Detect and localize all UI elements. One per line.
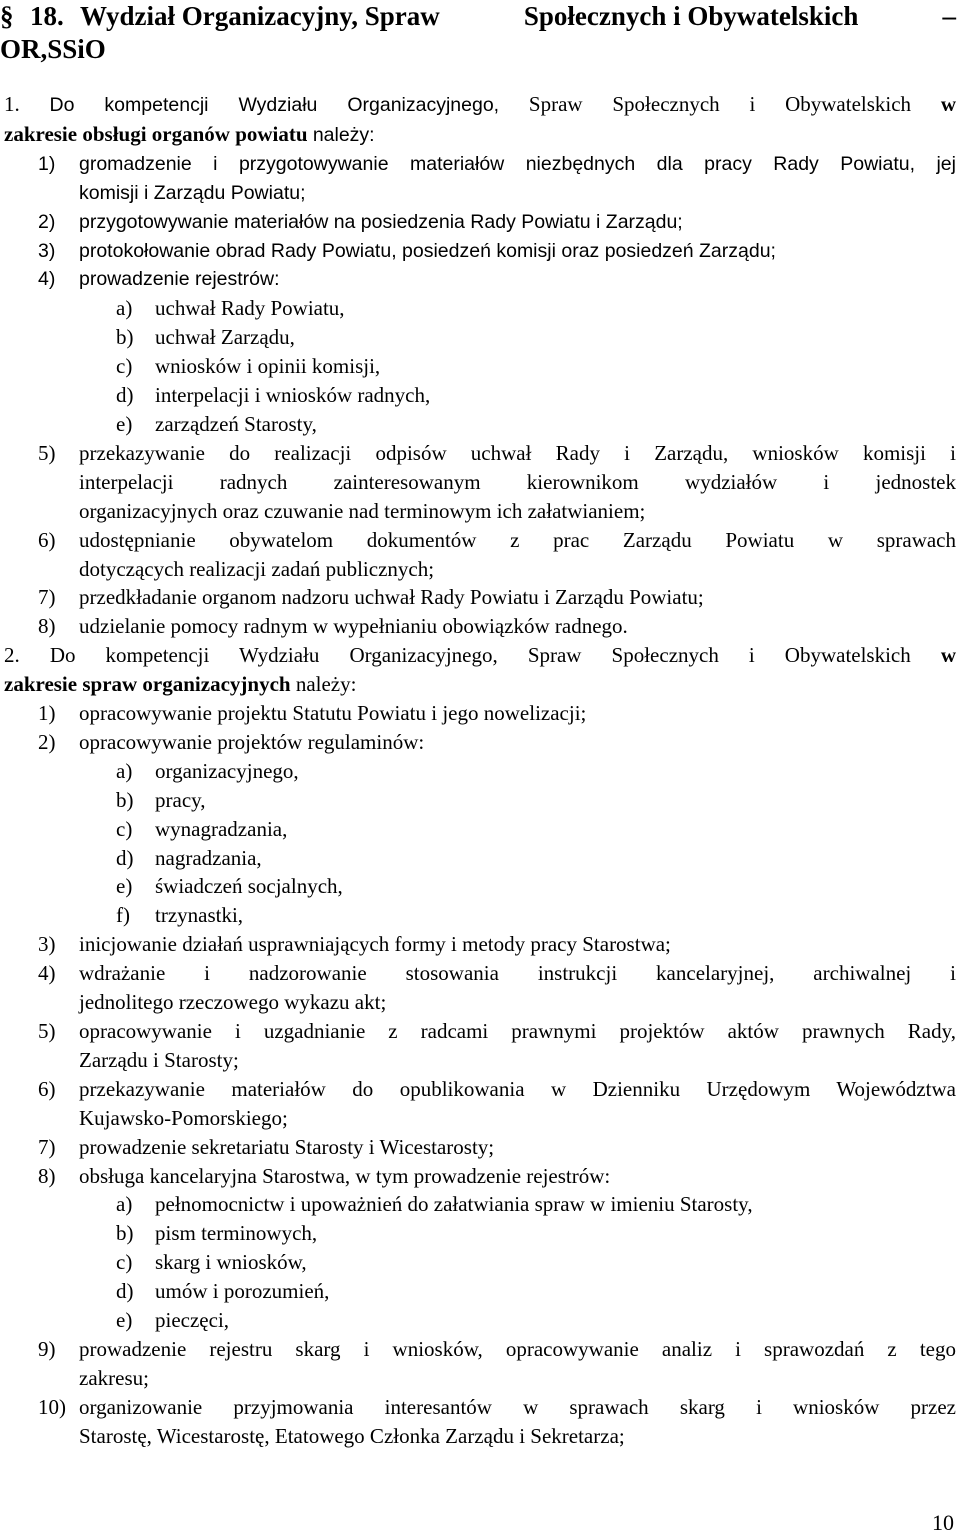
paragraph-1-items bbox=[4, 150, 956, 295]
sub-list-item-text: skarg i wniosków, bbox=[155, 1250, 307, 1275]
list-item bbox=[4, 699, 956, 728]
heading-dash: – bbox=[942, 1, 956, 31]
section-sign: § bbox=[0, 1, 14, 31]
paragraph-2-items-b bbox=[4, 930, 956, 1190]
sub-list-item bbox=[4, 1277, 956, 1306]
list-item-line: zakresu; bbox=[79, 1365, 149, 1390]
list-item bbox=[4, 583, 956, 612]
list-item bbox=[4, 439, 956, 526]
list-item-line: wdrażanie i nadzorowanie stosowania instrukcji kancelaryjnej, archiwalnej i bbox=[79, 961, 956, 986]
list-item-number: 6) bbox=[38, 1076, 56, 1101]
paragraph-1-items-after bbox=[4, 439, 956, 641]
sub-list-item-text: pism terminowych, bbox=[155, 1221, 318, 1246]
sub-list-item-text: pracy, bbox=[155, 787, 206, 812]
sub-list-item-text: uchwał Rady Powiatu, bbox=[155, 296, 345, 321]
sub-list-item-letter: b) bbox=[116, 1221, 134, 1246]
sub-list-item bbox=[4, 1219, 956, 1248]
list-item-line: przygotowywanie materiałów na posiedzenia Rady Powiatu i Zarządu; bbox=[79, 210, 683, 233]
sub-list-item-letter: e) bbox=[116, 411, 133, 436]
list-item-line: Zarządu i Starosty; bbox=[79, 1047, 239, 1072]
sub-list-item-letter: e) bbox=[116, 1308, 133, 1333]
list-item-line: komisji i Zarządu Powiatu; bbox=[79, 181, 306, 204]
sub-list-item bbox=[4, 381, 956, 410]
list-item bbox=[4, 930, 956, 959]
list-item-line: opracowywanie i uzgadnianie z radcami prawnymi projektów aktów prawnych Rady, bbox=[79, 1019, 956, 1043]
list-item-number: 7) bbox=[38, 1134, 56, 1159]
list-item-line: prowadzenie rejestru skarg i wniosków, opracowywanie analiz i sprawozdań z tego bbox=[79, 1336, 956, 1361]
sub-list-item-letter: b) bbox=[116, 325, 134, 350]
list-item-line: organizowanie przyjmowania interesantów w sprawach skarg i wniosków przez bbox=[79, 1394, 956, 1419]
sub-list-item-letter: e) bbox=[116, 874, 133, 899]
sub-list-item-letter: f) bbox=[116, 903, 130, 928]
list-item-number: 10) bbox=[38, 1394, 66, 1419]
list-item bbox=[4, 1133, 956, 1162]
list-item-line: opracowywanie projektu Statutu Powiatu i jego nowelizacji; bbox=[79, 701, 587, 726]
list-item-line: jednolitego rzeczowego wykazu akt; bbox=[79, 990, 387, 1015]
sub-list-item-letter: d) bbox=[116, 845, 134, 870]
section-number: 18. bbox=[30, 1, 64, 31]
list-item-number: 7) bbox=[38, 585, 56, 610]
list-item bbox=[4, 150, 956, 208]
list-item-number: 3) bbox=[38, 239, 56, 262]
list-item-number: 8) bbox=[38, 614, 56, 639]
sub-list-item bbox=[4, 410, 956, 439]
sub-list-item bbox=[4, 901, 956, 930]
sub-list-item-letter: c) bbox=[116, 816, 133, 841]
list-item-line: Kujawsko-Pomorskiego; bbox=[79, 1105, 288, 1130]
sub-list-item-text: trzynastki, bbox=[155, 903, 244, 928]
paragraph-2-items-a bbox=[4, 699, 956, 757]
list-item-number: 6) bbox=[38, 527, 56, 552]
paragraph-1-line1: 1. Do kompetencji Wydziału Organizacyjnego, Spraw Społecznych i Obywatelskich w bbox=[4, 92, 957, 116]
paragraph-2 bbox=[4, 641, 956, 1450]
list-item-number: 9) bbox=[38, 1336, 56, 1361]
list-item-line: przekazywanie materiałów do opublikowania w Dzienniku Urzędowym Województwa bbox=[79, 1076, 956, 1101]
sub-list-item-text: zarządzeń Starosty, bbox=[155, 411, 317, 436]
list-item-line: obsługa kancelaryjna Starostwa, w tym prowadzenie rejestrów: bbox=[79, 1163, 611, 1188]
sub-list-item-text: organizacyjnego, bbox=[155, 758, 299, 783]
sub-list-item-text: pieczęci, bbox=[155, 1308, 230, 1333]
paragraph-2-subitems-b bbox=[4, 1190, 956, 1335]
sub-list-item-letter: c) bbox=[116, 1250, 133, 1275]
list-item bbox=[4, 1335, 956, 1393]
list-item-line: przedkładanie organom nadzoru uchwał Rady Powiatu i Zarządu Powiatu; bbox=[79, 585, 704, 610]
list-item-number: 2) bbox=[38, 729, 56, 754]
list-item-line: inicjowanie działań usprawniających formy i metody pracy Starostwa; bbox=[79, 932, 671, 957]
sub-list-item-text: wynagradzania, bbox=[155, 816, 288, 841]
list-item bbox=[4, 1017, 956, 1075]
list-item-line: prowadzenie rejestrów: bbox=[79, 268, 280, 291]
list-item bbox=[4, 1393, 956, 1451]
list-item-number: 2) bbox=[38, 210, 56, 233]
list-item-line: protokołowanie obrad Rady Powiatu, posiedzeń komisji oraz posiedzeń Zarządu; bbox=[79, 239, 776, 262]
list-item-line: prowadzenie sekretariatu Starosty i Wicestarosty; bbox=[79, 1134, 495, 1159]
paragraph-1-number: 1. bbox=[4, 92, 20, 116]
heading-line1-left: Wydział Organizacyjny, Spraw bbox=[80, 1, 440, 31]
sub-list-item bbox=[4, 757, 956, 786]
list-item-line: dotyczących realizacji zadań publicznych; bbox=[79, 556, 435, 581]
paragraph-1 bbox=[4, 90, 956, 641]
section-heading bbox=[0, 0, 956, 66]
paragraph-2-items-c bbox=[4, 1335, 956, 1451]
sub-list-item-text: uchwał Zarządu, bbox=[155, 325, 295, 350]
sub-list-item bbox=[4, 323, 956, 352]
list-item-line: Starostę, Wicestarostę, Etatowego Członka Zarządu i Sekretarza; bbox=[79, 1423, 625, 1448]
sub-list-item bbox=[4, 815, 956, 844]
sub-list-item-text: świadczeń socjalnych, bbox=[155, 874, 343, 899]
paragraph-2-subitems-a bbox=[4, 757, 956, 930]
list-item-line: przekazywanie do realizacji odpisów uchwał Rady i Zarządu, wniosków komisji i bbox=[79, 440, 956, 465]
list-item bbox=[4, 1162, 956, 1191]
list-item-number: 5) bbox=[38, 440, 56, 465]
list-item bbox=[4, 526, 956, 584]
sub-list-item-text: umów i porozumień, bbox=[155, 1279, 330, 1304]
list-item-line: gromadzenie i przygotowywanie materiałów niezbędnych dla pracy Rady Powiatu, jej bbox=[79, 152, 956, 175]
sub-list-item bbox=[4, 786, 956, 815]
sub-list-item bbox=[4, 352, 956, 381]
sub-list-item-text: wniosków i opinii komisji, bbox=[155, 354, 381, 379]
sub-list-item-letter: a) bbox=[116, 758, 133, 783]
list-item-line: interpelacji radnych zainteresowanym kierownikom wydziałów i jednostek bbox=[79, 469, 956, 494]
list-item-line: udostępnianie obywatelom dokumentów z prac Zarządu Powiatu w sprawach bbox=[79, 527, 956, 552]
sub-list-item-letter: a) bbox=[116, 296, 133, 321]
sub-list-item-letter: a) bbox=[116, 1192, 133, 1217]
paragraph-1-line2: zakresie obsługi organów powiatu należy: bbox=[4, 121, 375, 146]
list-item-line: organizacyjnych oraz czuwanie nad terminowym ich załatwianiem; bbox=[79, 498, 646, 523]
list-item bbox=[4, 612, 956, 641]
list-item-number: 5) bbox=[38, 1019, 56, 1043]
sub-list-item-text: nagradzania, bbox=[155, 845, 262, 870]
sub-list-item-letter: d) bbox=[116, 383, 134, 408]
list-item-number: 8) bbox=[38, 1163, 56, 1188]
sub-list-item bbox=[4, 1248, 956, 1277]
sub-list-item bbox=[4, 294, 956, 323]
page-number: 10 bbox=[932, 1510, 954, 1535]
list-item bbox=[4, 1075, 956, 1133]
sub-list-item bbox=[4, 1190, 956, 1219]
sub-list-item-text: pełnomocnictw i upoważnień do załatwiania spraw w imieniu Starosty, bbox=[155, 1192, 753, 1217]
list-item-number: 1) bbox=[38, 701, 56, 726]
list-item-line: udzielanie pomocy radnym w wypełnianiu obowiązków radnego. bbox=[79, 614, 628, 639]
sub-list-item bbox=[4, 844, 956, 873]
sub-list-item-letter: c) bbox=[116, 354, 133, 379]
sub-list-item bbox=[4, 1306, 956, 1335]
heading-line2: OR,SSiO bbox=[0, 34, 106, 64]
list-item bbox=[4, 237, 956, 266]
list-item bbox=[4, 728, 956, 757]
list-item bbox=[4, 265, 956, 294]
paragraph-2-line1: 2. Do kompetencji Wydziału Organizacyjnego, Spraw Społecznych i Obywatelskich w bbox=[4, 643, 956, 668]
list-item-number: 4) bbox=[38, 961, 56, 986]
document-body bbox=[4, 90, 956, 1451]
paragraph-2-line2: zakresie spraw organizacyjnych należy: bbox=[4, 672, 357, 697]
list-item-number: 4) bbox=[38, 268, 56, 291]
sub-list-item bbox=[4, 872, 956, 901]
heading-line1-right: Społecznych i Obywatelskich bbox=[523, 1, 859, 31]
list-item-line: opracowywanie projektów regulaminów: bbox=[79, 729, 425, 754]
paragraph-1-subitems bbox=[4, 294, 956, 439]
list-item bbox=[4, 208, 956, 237]
list-item-number: 3) bbox=[38, 932, 56, 957]
sub-list-item-letter: d) bbox=[116, 1279, 134, 1304]
list-item bbox=[4, 959, 956, 1017]
paragraph-2-number: 2. bbox=[4, 643, 20, 668]
list-item-number: 1) bbox=[38, 152, 56, 175]
sub-list-item-letter: b) bbox=[116, 787, 134, 812]
sub-list-item-text: interpelacji i wniosków radnych, bbox=[155, 383, 431, 408]
